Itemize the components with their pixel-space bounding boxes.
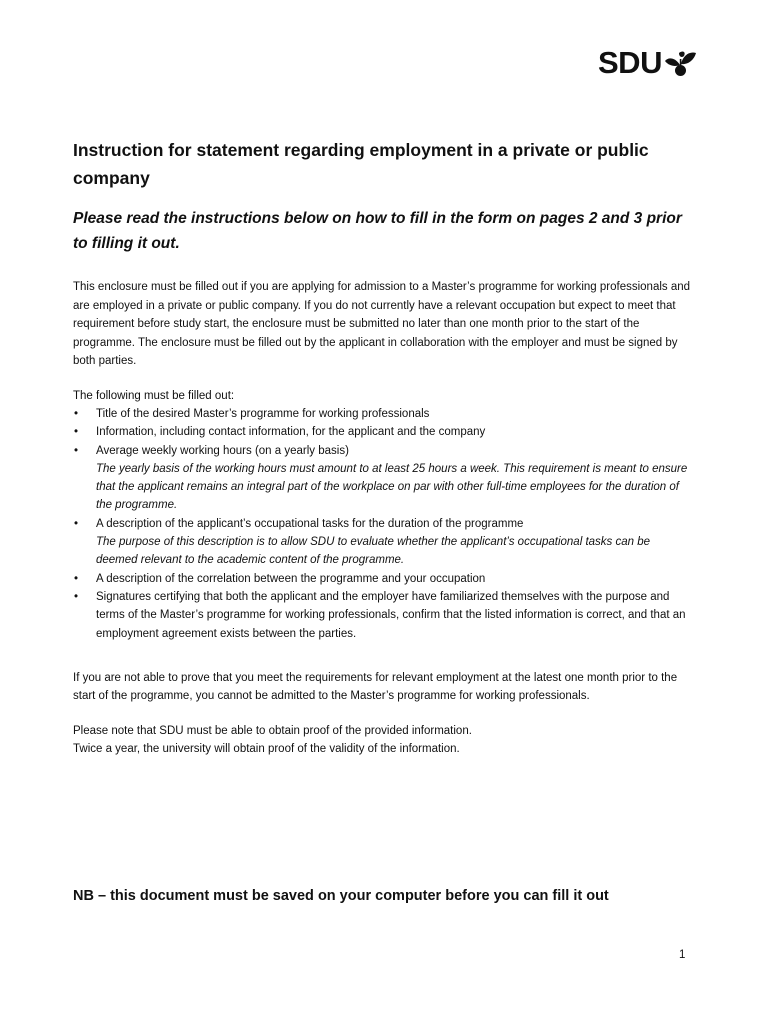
list-item-text: Title of the desired Master’s programme for working professionals	[96, 408, 430, 420]
proof-line-2: Twice a year, the university will obtain proof of the validity of the information.	[73, 743, 460, 756]
list-item-text: A description of the applicant’s occupational tasks for the duration of the programme	[96, 517, 524, 530]
bullet-icon: •	[74, 426, 79, 439]
list-item-text: Average weekly working hours (on a yearly basis)	[96, 444, 349, 457]
bullet-icon: •	[74, 572, 79, 585]
sdu-tree-icon	[663, 45, 697, 79]
list-item	[73, 405, 693, 423]
list-item	[73, 588, 693, 643]
list-item-note: The yearly basis of the working hours must amount to at least 25 hours a week. This requirement is meant to ensure that the applicant remains an integral part of the workplace on par with other full-time employees for the duration of the programme.	[96, 462, 688, 512]
list-item	[73, 423, 693, 441]
list-item	[73, 570, 693, 588]
list-item-text: A description of the correlation between the programme and your occupation	[96, 572, 486, 585]
bullet-icon: •	[74, 517, 79, 530]
requirement-note: If you are not able to prove that you meet the requirements for relevant employment at the latest one month prior to the start of the programme, you cannot be admitted to the Master’s programme for working professionals.	[73, 671, 678, 703]
document-subtitle: Please read the instructions below on how to fill in the form on pages 2 and 3 prior to filling it out.	[73, 210, 682, 252]
bullet-icon: •	[74, 444, 79, 457]
document-title: Instruction for statement regarding employment in a private or public company	[73, 140, 649, 188]
main-content	[73, 136, 693, 759]
logo-text: SDU	[598, 44, 662, 80]
nb-notice: NB – this document must be saved on your computer before you can fill it out	[73, 888, 609, 904]
intro-paragraph: This enclosure must be filled out if you are applying for admission to a Master’s programme for working professionals and are employed in a private or public company. If you do not currently have a relevant occupation but expect to meet that requirement before study start, the enclosure must be submitted no later than one month prior to the start of the programme. The enclosure must be filled out by the applicant in collaboration with the employer and must be signed by both parties.	[73, 281, 691, 367]
requirements-list	[73, 405, 693, 643]
page-number: 1	[679, 949, 686, 961]
list-item-text: Signatures certifying that both the applicant and the employer have familiarized themselves with the purpose and terms of the Master’s programme for working professionals, confirm that the listed information is correct, and that an employment agreement exists between the parties.	[96, 590, 686, 640]
list-item	[73, 442, 693, 515]
list-item-text: Information, including contact information, for the applicant and the company	[96, 426, 486, 439]
bullet-icon: •	[74, 590, 79, 603]
sdu-logo	[598, 44, 697, 80]
list-heading: The following must be filled out:	[73, 389, 235, 402]
list-item-note: The purpose of this description is to allow SDU to evaluate whether the applicant’s occupational tasks can be deemed relevant to the academic content of the programme.	[96, 536, 651, 567]
proof-line-1: Please note that SDU must be able to obtain proof of the provided information.	[73, 724, 472, 737]
bullet-icon: •	[74, 408, 79, 420]
list-item	[73, 515, 693, 570]
